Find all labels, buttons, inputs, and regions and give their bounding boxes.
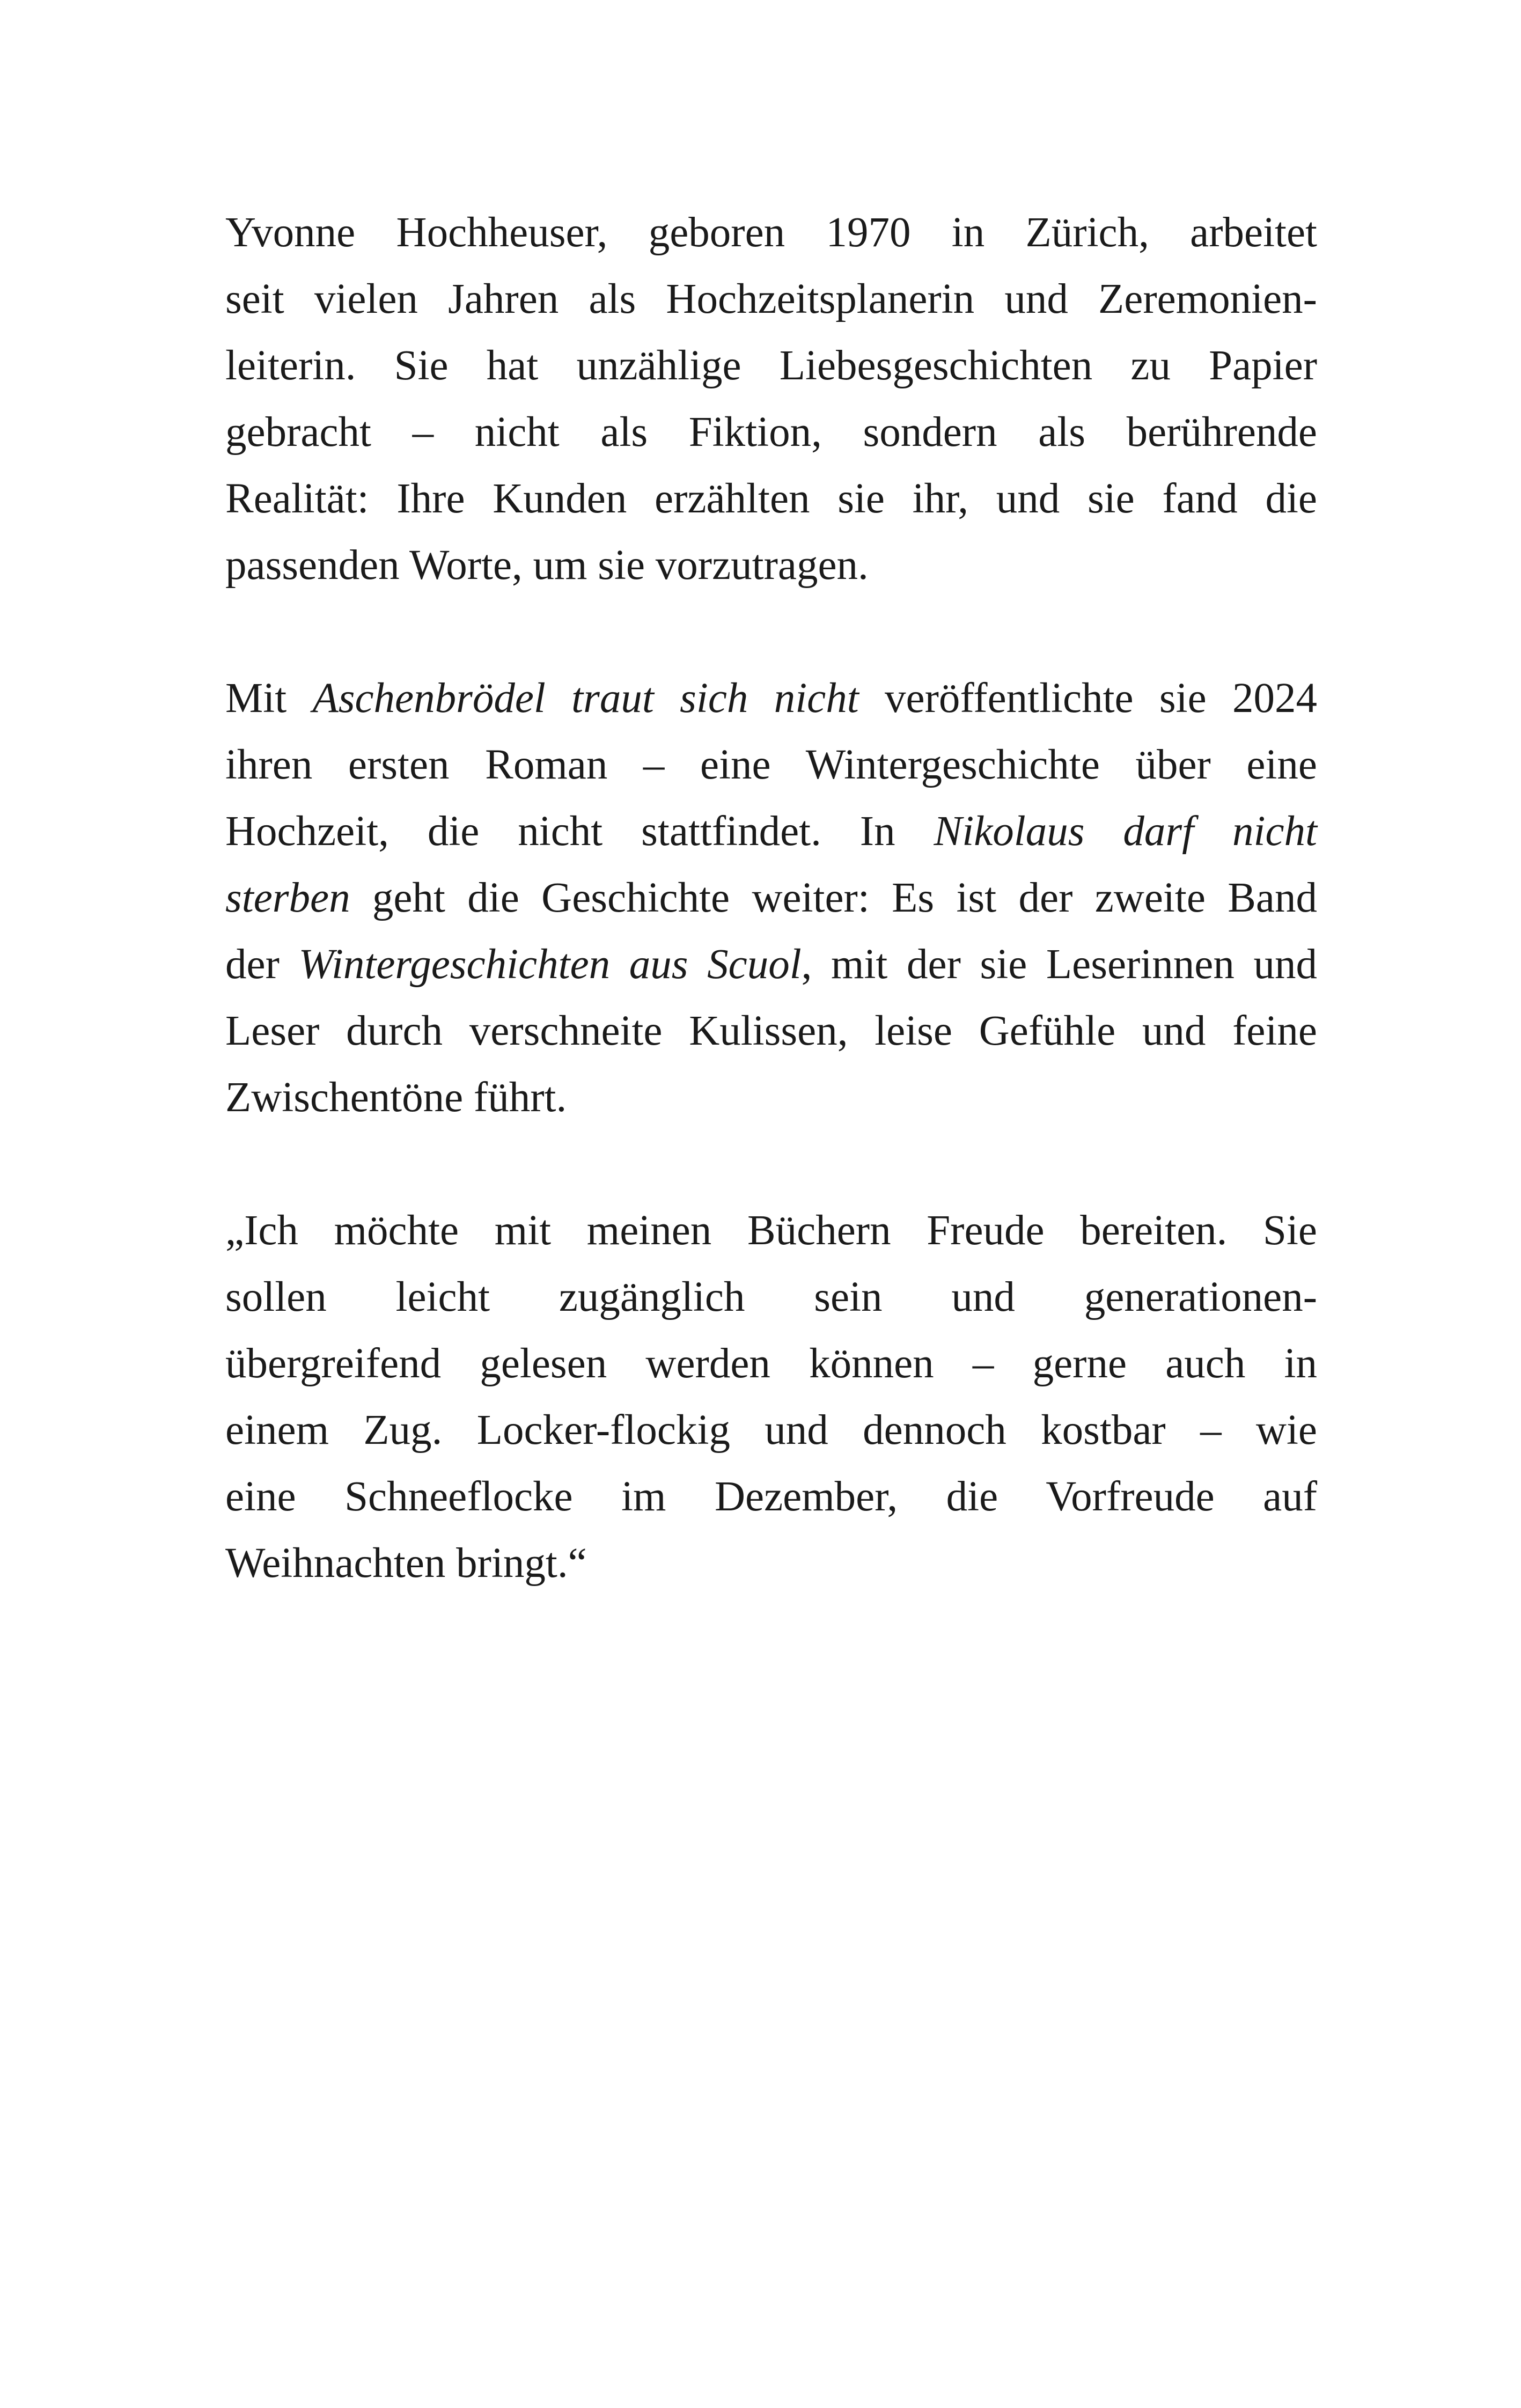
author-bio-text [225,200,1317,1597]
text-line [225,1064,1317,1131]
text-line [225,931,1317,998]
paragraph-bio [225,200,1317,599]
text-line [225,1464,1317,1530]
text-run: ihren ersten Roman – eine Wintergeschichte über eine [225,742,1317,788]
text-line [225,1264,1317,1331]
text-line [225,399,1317,466]
text-line [225,798,1317,865]
text-run: Yvonne Hochheuser, geboren 1970 in Zürich, arbeitet [225,209,1317,256]
text-run: einem Zug. Locker-flockig und dennoch kostbar – wie [225,1407,1317,1453]
book-title: Nikolaus darf nicht [934,808,1317,855]
text-line [225,466,1317,532]
text-line [225,532,1317,599]
text-line [225,200,1317,266]
text-line [225,865,1317,931]
text-run: übergreifend gelesen werden können – gerne auch in [225,1340,1317,1387]
text-run: Weihnachten bringt.“ [225,1540,587,1587]
text-run: seit vielen Jahren als Hochzeitsplanerin und Zeremonien- [225,276,1317,322]
book-title: Aschenbrödel traut sich nicht [312,675,859,722]
text-run: Hochzeit, die nicht stattfindet. In [225,808,934,855]
text-line [225,998,1317,1064]
text-line [225,732,1317,798]
text-run: Zwischentöne führt. [225,1074,567,1121]
text-line [225,1198,1317,1264]
text-run: leiterin. Sie hat unzählige Liebesgeschichten zu Papier [225,342,1317,389]
text-run: sollen leicht zugänglich sein und generationen- [225,1274,1317,1320]
text-run: eine Schneeflocke im Dezember, die Vorfreude auf [225,1473,1317,1520]
text-run: geht die Geschichte weiter: Es ist der zweite Band [350,875,1317,921]
book-title: sterben [225,875,350,921]
text-line [225,333,1317,399]
text-run: passenden Worte, um sie vorzutragen. [225,542,869,589]
text-run: , mit der sie Leserinnen und [801,941,1317,988]
text-line [225,266,1317,333]
text-line [225,665,1317,732]
text-run: Mit [225,675,313,722]
paragraph-books [225,665,1317,1131]
text-run: veröffentlichte sie 2024 [858,675,1317,722]
text-run: der [225,941,299,988]
text-line [225,1331,1317,1397]
paragraph-quote [225,1198,1317,1597]
book-title: Wintergeschichten aus Scuol [298,941,802,988]
text-run: Realität: Ihre Kunden erzählten sie ihr, und sie fand die [225,475,1317,522]
text-run: „Ich möchte mit meinen Büchern Freude bereiten. Sie [225,1207,1317,1254]
text-line [225,1530,1317,1597]
text-run: Leser durch verschneite Kulissen, leise Gefühle und feine [225,1008,1317,1054]
text-line [225,1397,1317,1464]
text-run: gebracht – nicht als Fiktion, sondern als berührende [225,409,1317,456]
